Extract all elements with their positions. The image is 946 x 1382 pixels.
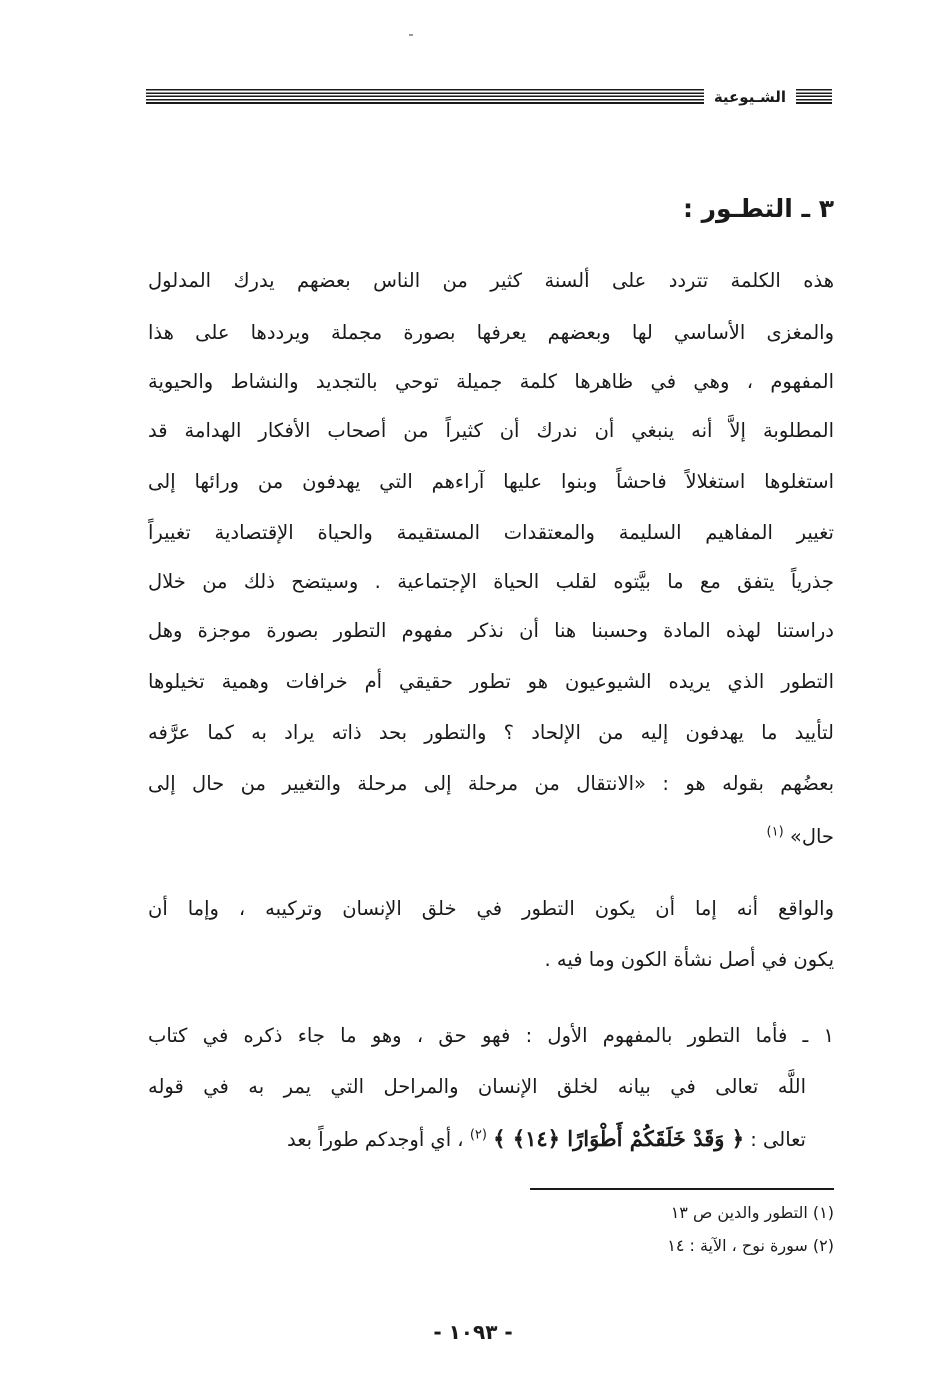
footnote: (١) التطور والدين ص ١٣ bbox=[670, 1203, 834, 1222]
paragraph-line: والمغزى الأساسي لها وبعضهم يعرفها بصورة مجملة ويرددها على هذا bbox=[148, 321, 834, 344]
paragraph-line: هذه الكلمة تتردد على ألسنة كثير من الناس بعضهم يدرك المدلول bbox=[148, 269, 834, 292]
paragraph-line: بعضُهم بقوله هو : «الانتقال من مرحلة إلى مرحلة والتغيير من حال إلى bbox=[148, 772, 834, 795]
footnote-ref: (٢) bbox=[469, 1127, 487, 1143]
footnote: (٢) سورة نوح ، الآية : ١٤ bbox=[667, 1236, 834, 1255]
footnote-ref: (١) bbox=[766, 824, 784, 840]
header-rule-short bbox=[796, 89, 832, 105]
section-heading: ٣ ـ التطـور : bbox=[682, 194, 834, 223]
verse-prefix: تعالى : bbox=[750, 1128, 806, 1151]
paragraph-line: دراستنا لهذه المادة وحسبنا هنا أن نذكر مفهوم التطور بصورة موجزة وهل bbox=[148, 619, 834, 642]
paragraph-line: لتأييد ما يهدفون إليه من الإلحاد ؟ والتطور بحد ذاته يراد به كما عرَّفه bbox=[148, 721, 834, 744]
paragraph-line: المطلوبة إلاَّ أنه ينبغي أن ندرك أن كثيراً من أصحاب الأفكار الهدامة قد bbox=[148, 419, 834, 442]
list-item-line: ١ ـ فأما التطور بالمفهوم الأول : فهو حق ، وهو ما جاء ذكره في كتاب bbox=[148, 1024, 834, 1047]
paragraph-line: والواقع أنه إما أن يكون التطور في خلق الإنسان وتركيبه ، وإما أن bbox=[148, 897, 834, 920]
verse-line bbox=[148, 1120, 806, 1158]
page-number: - ١٠٩٣ - bbox=[433, 1320, 513, 1344]
paragraph-line: استغلوها استغلالاً فاحشاً وبنوا عليها آراءهم التي يهدفون من ورائها إلى bbox=[148, 470, 834, 493]
paragraph-line: تغيير المفاهيم السليمة والمعتقدات المستقيمة والحياة الإقتصادية تغييراً bbox=[148, 521, 834, 544]
quran-verse: ﴿ وَقَدْ خَلَقَكُمْ أَطْوَارًا ﴿١٤﴾ ﴾ bbox=[493, 1126, 745, 1151]
paragraph-line: جذرياً يتفق مع ما بيَّتوه لقلب الحياة الإجتماعية . وسيتضح ذلك من خلال bbox=[148, 570, 834, 593]
paragraph-last-line bbox=[148, 818, 834, 856]
paragraph-line: التطور الذي يريده الشيوعيون هو تطور حقيقي أم خرافات وهمية تخيلوها bbox=[148, 670, 834, 693]
scan-mark bbox=[409, 34, 413, 36]
last-line-text: حال» bbox=[789, 825, 834, 848]
header-rule-long bbox=[146, 89, 704, 105]
running-title: الشـيوعية bbox=[713, 88, 786, 106]
running-header bbox=[146, 86, 832, 108]
paragraph-line: المفهوم ، وهي في ظاهرها كلمة جميلة توحي بالتجديد والنشاط والحيوية bbox=[148, 370, 834, 393]
paragraph-line: يكون في أصل نشأة الكون وما فيه . bbox=[544, 948, 834, 971]
verse-suffix: ، أي أوجدكم طوراً بعد bbox=[286, 1128, 464, 1151]
list-item-line: اللَّه تعالى في بيانه لخلق الإنسان والمراحل التي يمر به في قوله bbox=[148, 1075, 806, 1098]
footnote-separator bbox=[530, 1188, 834, 1190]
